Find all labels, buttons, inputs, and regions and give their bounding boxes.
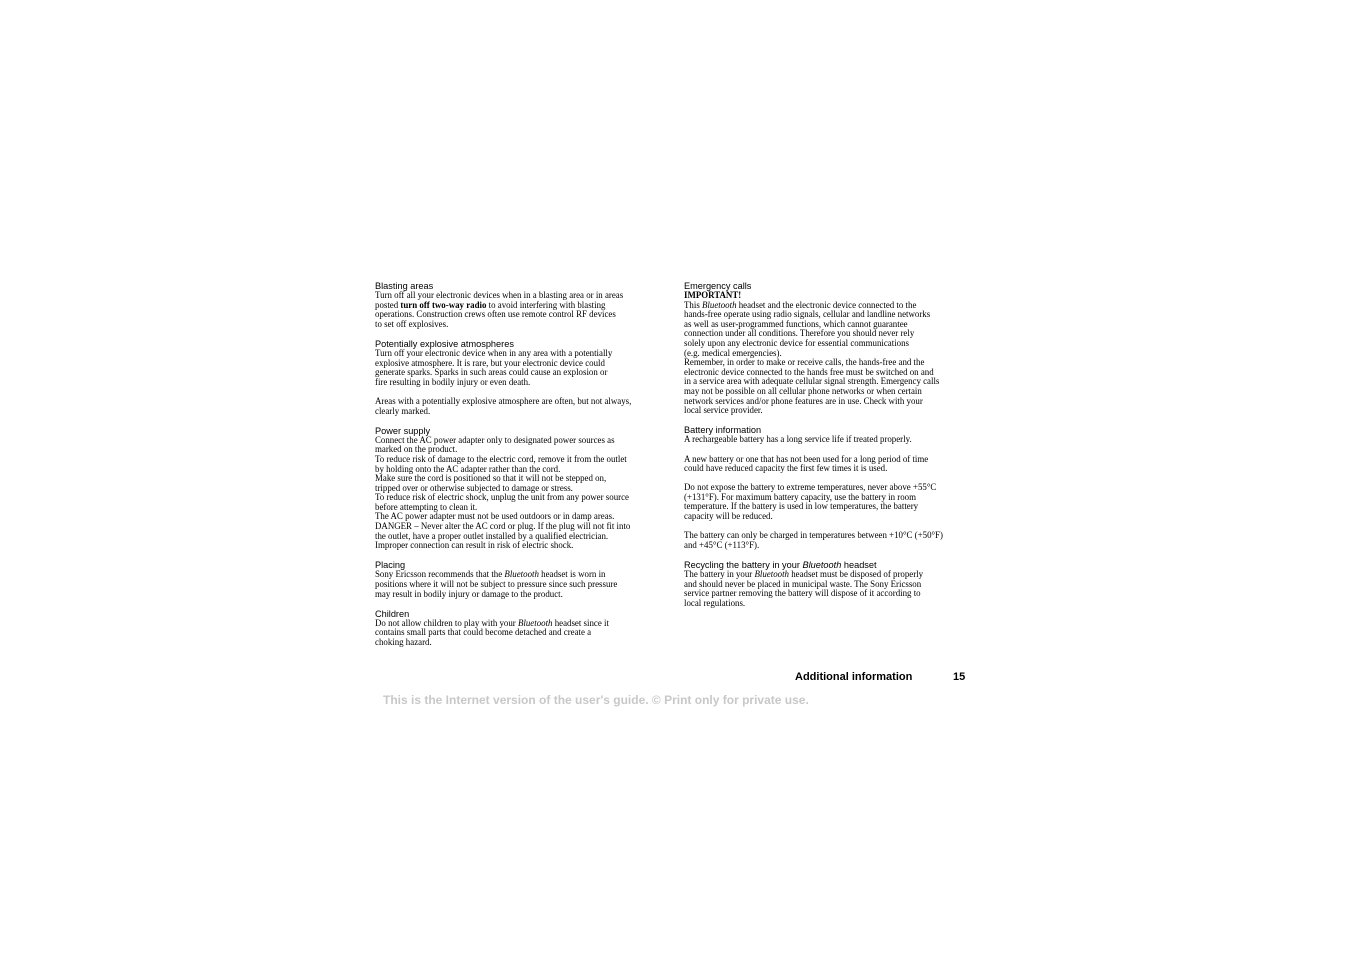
text-run: Areas with a potentially explosive atmosphere are often, but not always,	[375, 395, 632, 406]
text-run: headset	[841, 560, 877, 571]
text-run: generate sparks. Sparks in such areas could cause an explosion or	[375, 367, 608, 378]
text-run: choking hazard.	[375, 637, 432, 647]
text-run: The AC power adapter must not be used outdoors or in damp areas.	[375, 511, 615, 522]
text-run: network services and/or phone features are in use. Check with your	[684, 395, 923, 406]
text-run: hands-free operate using radio signals, cellular and landline networks	[684, 309, 931, 320]
text-run: headset and the electronic device connected to the	[736, 299, 917, 310]
text-run: may result in bodily injury or damage to the product.	[375, 588, 563, 599]
text-run: Blasting areas	[375, 281, 434, 291]
text-run: (+131°F). For maximum battery capacity, use the battery in room	[684, 491, 917, 502]
text-run: Potentially explosive atmospheres	[375, 338, 514, 349]
text-run: operations. Construction crews often use remote control RF devices	[375, 309, 616, 320]
text-run: Remember, in order to make or receive calls, the hands-free and the	[684, 357, 925, 368]
text-run: The battery in your	[684, 569, 755, 580]
text-run: temperature. If the battery is used in low temperatures, the battery	[684, 501, 919, 512]
text-run: A rechargeable battery has a long service life if treated properly.	[684, 434, 912, 445]
text-run: DANGER – Never alter the AC cord or plug. If the plug will not fit into	[375, 521, 631, 532]
body-line	[684, 541, 974, 551]
text-run: Bluetooth	[517, 617, 553, 628]
text-run: IMPORTANT!	[684, 290, 742, 300]
text-run: Battery information	[684, 425, 762, 436]
text-run: To reduce risk of electric shock, unplug the unit from any power source	[375, 492, 629, 503]
text-run: marked on the product.	[375, 444, 458, 455]
body-line	[684, 512, 974, 522]
text-run: headset since it	[552, 617, 609, 628]
text-run: contains small parts that could become detached and create a	[375, 627, 592, 638]
section	[375, 281, 665, 329]
text-run: local service provider.	[684, 405, 763, 416]
body-line	[684, 599, 974, 609]
text-run: To reduce risk of damage to the electric cord, remove it from the outlet	[375, 453, 627, 464]
text-run: positions where it will not be subject to pressure since such pressure	[375, 579, 618, 590]
section	[375, 426, 665, 551]
text-run: Bluetooth	[702, 299, 737, 310]
text-run: could have reduced capacity the first few times it is used.	[684, 463, 888, 474]
text-run: and should never be placed in municipal waste. The Sony Ericsson	[684, 578, 922, 589]
text-run: This	[684, 299, 702, 310]
body-line	[684, 406, 974, 416]
text-run: Bluetooth	[504, 569, 539, 580]
text-run: to set off explosives.	[375, 318, 449, 329]
text-run: in a service area with adequate cellular signal strength. Emergency calls	[684, 376, 940, 387]
text-run: explosive atmosphere. It is rare, but your electronic device could	[375, 357, 605, 368]
text-run: Power supply	[375, 425, 431, 436]
text-run: tripped over or otherwise subjected to damage or stress.	[375, 482, 573, 493]
text-run: Do not allow children to play with your	[375, 617, 518, 628]
section	[684, 281, 974, 416]
text-run: turn off two-way radio	[400, 299, 487, 310]
body-line	[375, 407, 665, 417]
text-run: Bluetooth	[754, 569, 789, 580]
text-run: (e.g. medical emergencies).	[684, 347, 782, 358]
text-run: posted	[375, 299, 401, 310]
text-run: Connect the AC power adapter only to designated power sources as	[375, 434, 615, 445]
text-run: before attempting to clean it.	[375, 501, 478, 512]
text-run: Turn off your electronic device when in any area with a potentially	[375, 347, 613, 358]
body-line	[375, 638, 665, 648]
text-run: the outlet, have a proper outlet installed by a qualified electrician.	[375, 530, 609, 541]
watermark-notice: This is the Internet version of the user's guide. © Print only for private use.	[383, 693, 809, 707]
text-run: by holding onto the AC adapter rather than the cord.	[375, 463, 561, 474]
body-line	[375, 541, 665, 551]
section	[684, 560, 974, 608]
text-run: may not be possible on all cellular phone networks or when certain	[684, 385, 922, 396]
text-run: local regulations.	[684, 597, 746, 608]
section	[375, 339, 665, 416]
text-run: headset must be disposed of properly	[789, 569, 924, 580]
body-line	[684, 435, 974, 445]
text-run: Recycling the battery in your	[684, 560, 803, 571]
section	[375, 560, 665, 599]
footer-section-label: Additional information	[795, 671, 913, 683]
right-column	[684, 281, 974, 618]
text-run: Turn off all your electronic devices when in a blasting area or in areas	[375, 290, 624, 300]
body-line	[375, 320, 665, 330]
text-run: and +45°C (+113°F).	[684, 539, 760, 550]
body-line	[684, 464, 974, 474]
text-run: connection under all conditions. Therefore you should never rely	[684, 328, 915, 339]
text-run: Improper connection can result in risk of electric shock.	[375, 540, 574, 551]
text-run: to avoid interfering with blasting	[486, 299, 606, 310]
text-run: Make sure the cord is positioned so that it will not be stepped on,	[375, 473, 607, 484]
text-run: service partner removing the battery will dispose of it according to	[684, 588, 921, 599]
section	[684, 425, 974, 550]
text-run: headset is worn in	[538, 569, 606, 580]
section	[375, 609, 665, 648]
text-run: Children	[375, 608, 410, 619]
text-run: fire resulting in bodily injury or even death.	[375, 376, 531, 387]
body-line	[375, 590, 665, 600]
text-run: Bluetooth	[802, 560, 842, 571]
text-run: A new battery or one that has not been used for a long period of time	[684, 453, 929, 464]
text-run: The battery can only be charged in temperatures between +10°C (+50°F)	[684, 530, 943, 541]
text-run: as well as user-programmed functions, which cannot guarantee	[684, 318, 908, 329]
text-run: electronic device connected to the hands free must be switched on and	[684, 366, 934, 377]
text-run: Sony Ericsson recommends that the	[375, 569, 505, 580]
text-run: capacity will be reduced.	[684, 511, 773, 522]
left-column	[375, 281, 665, 657]
text-run: solely upon any electronic device for essential communications	[684, 337, 910, 348]
body-line	[375, 378, 665, 388]
text-run: Emergency calls	[684, 281, 752, 291]
text-run: Placing	[375, 560, 406, 571]
text-run: clearly marked.	[375, 405, 431, 416]
text-run: Do not expose the battery to extreme temperatures, never above +55°C	[684, 482, 937, 493]
page-number: 15	[953, 671, 966, 683]
